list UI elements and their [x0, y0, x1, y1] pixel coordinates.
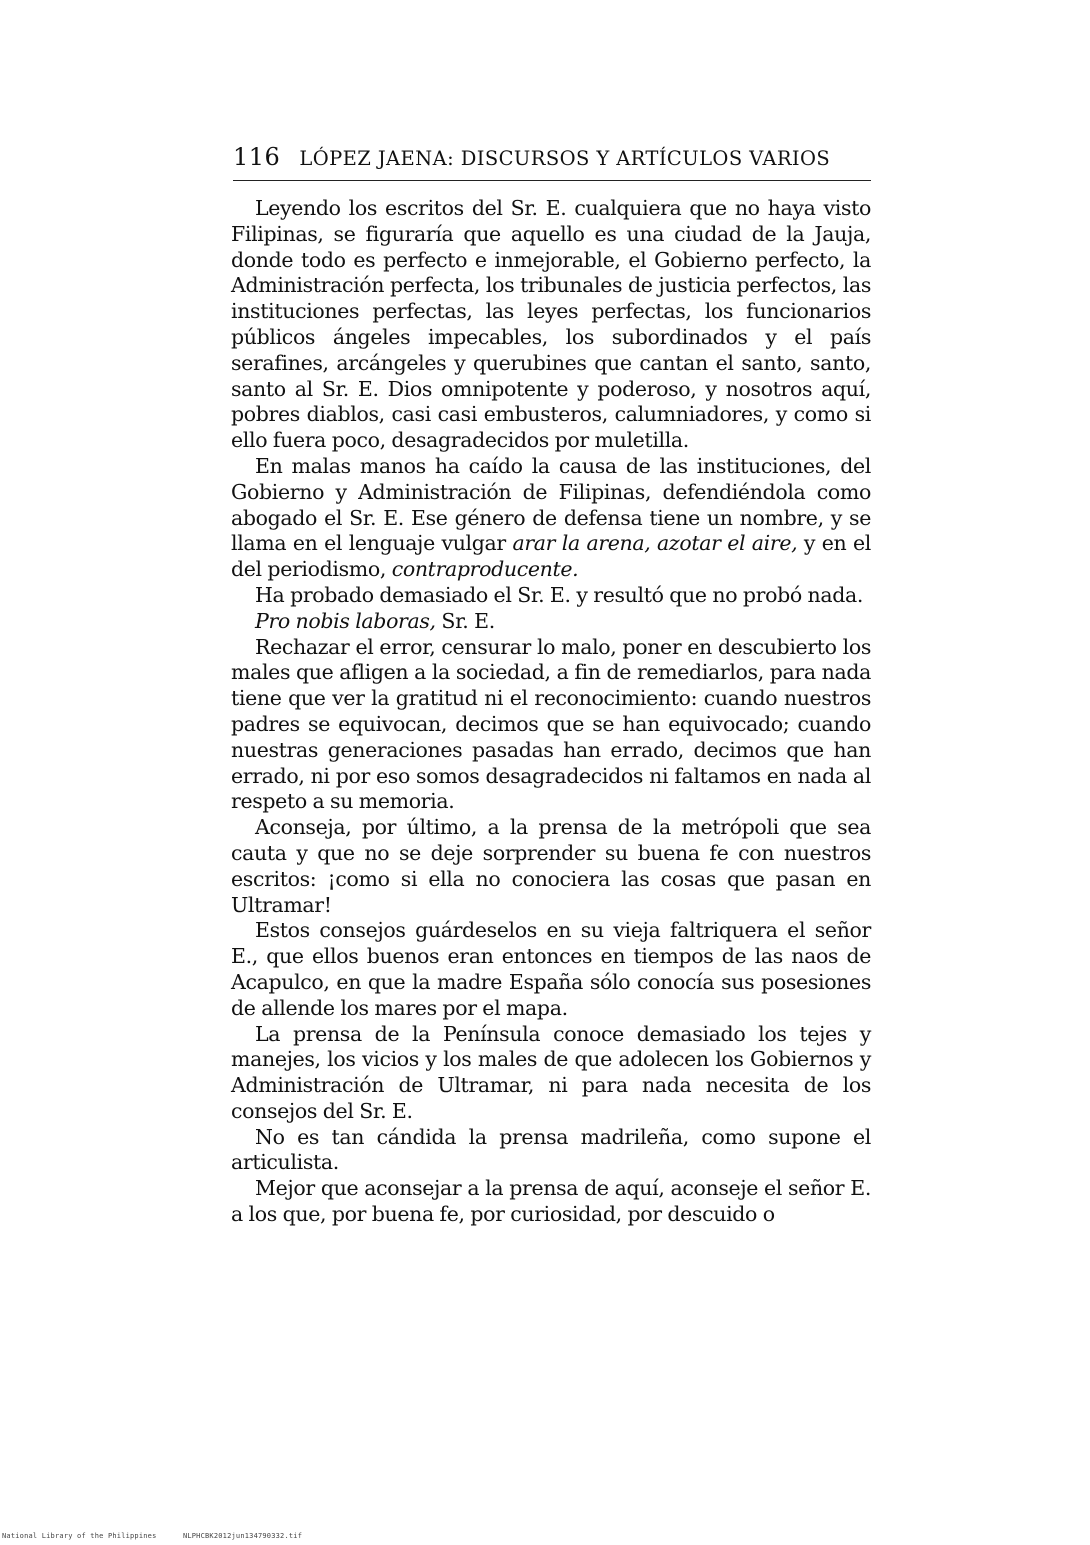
scan-footer: [2, 1532, 324, 1540]
paragraph-text: Estos consejos guárdeselos en su vieja faltriquera el señor E., que ellos buenos eran entonces en tiempos de las naos de Acapulco, en que la madre España sólo conocía sus posesiones de allende los mares por el mapa.: [231, 918, 871, 1020]
paragraph-text: y en el del periodismo,: [231, 531, 871, 582]
paragraph: [231, 196, 871, 454]
paragraph-text: La prensa de la Península conoce demasiado los tejes y manejes, los vicios y los males de que adolecen los Gobiernos y Administración de Ultramar, ni para nada necesita de los consejos del Sr. E.: [231, 1021, 871, 1123]
paragraph-text: Aconseja, por último, a la prensa de la metrópoli que sea cauta y que no se deje sorprender su buena fe con nuestros escritos: ¡como si ella no conociera las cosas que pasan en Ultramar!: [231, 815, 871, 917]
paragraph: [231, 918, 871, 1021]
italic-text: Pro nobis laboras,: [255, 608, 436, 633]
page-number: 116: [233, 143, 281, 171]
paragraph: [231, 609, 871, 635]
paragraph: [231, 635, 871, 816]
paragraph: [231, 1022, 871, 1125]
italic-text: arar la arena, azotar el aire,: [512, 531, 798, 556]
body-text: [231, 196, 871, 1228]
paragraph: [231, 815, 871, 918]
paragraph: [231, 583, 871, 609]
paragraph-text: Ha probado demasiado el Sr. E. y resultó que no probó nada.: [255, 582, 864, 607]
paragraph-text: No es tan cándida la prensa madrileña, como supone el articulista.: [231, 1124, 871, 1175]
library-stamp: National Library of the Philippines: [2, 1532, 157, 1540]
paragraph-text: Mejor que aconsejar a la prensa de aquí, aconseje el señor E. a los que, por buena fe, por curiosidad, por descuido o: [231, 1176, 871, 1227]
running-title: LÓPEZ JAENA: DISCURSOS Y ARTÍCULOS VARIOS: [299, 147, 831, 170]
paragraph: [231, 1125, 871, 1177]
paragraph-text: Rechazar el error, censurar lo malo, poner en descubierto los males que afligen a la sociedad, a fin de remediarlos, para nada tiene que ver la gratitud ni el reconocimiento: cuando nuestros padres se equivocan, decimos que se han equivocado; cuando nuestras generaciones pasadas han errado, decimos que han errado, ni por eso somos desagradecidos ni faltamos en nada al respeto a su memoria.: [231, 634, 871, 814]
running-header: [233, 143, 873, 177]
paragraph: [231, 1176, 871, 1228]
paragraph-text: Sr. E.: [435, 608, 495, 633]
header-rule: [233, 180, 871, 181]
paragraph: [231, 454, 871, 583]
paragraph-text: Leyendo los escritos del Sr. E. cualquiera que no haya visto Filipinas, se figuraría que aquello es una ciudad de la Jauja, donde todo es perfecto e inmejorable, el Gobierno perfecto, la Administración perfecta, los tribunales de justicia perfectos, las instituciones perfectas, las leyes perfectas, los funcionarios públicos ángeles impecables, los subordinados y el país serafines, arcángeles y querubines que cantan el santo, santo, santo al Sr. E. Dios omnipotente y poderoso, y nosotros aquí, pobres diablos, casi casi embusteros, calumniadores, y como si ello fuera poco, desagradecidos por muletilla.: [231, 196, 871, 453]
italic-text: contraproducente.: [391, 557, 579, 582]
file-id-stamp: NLPHCBK2012jun134790332.tif: [182, 1532, 303, 1540]
paragraph-text: En malas manos ha caído la causa de las instituciones, del Gobierno y Administración de Filipinas, defendiéndola como abogado el Sr. E. Ese género de defensa tiene un nombre, y se llama en el lenguaje vulgar: [231, 453, 871, 556]
